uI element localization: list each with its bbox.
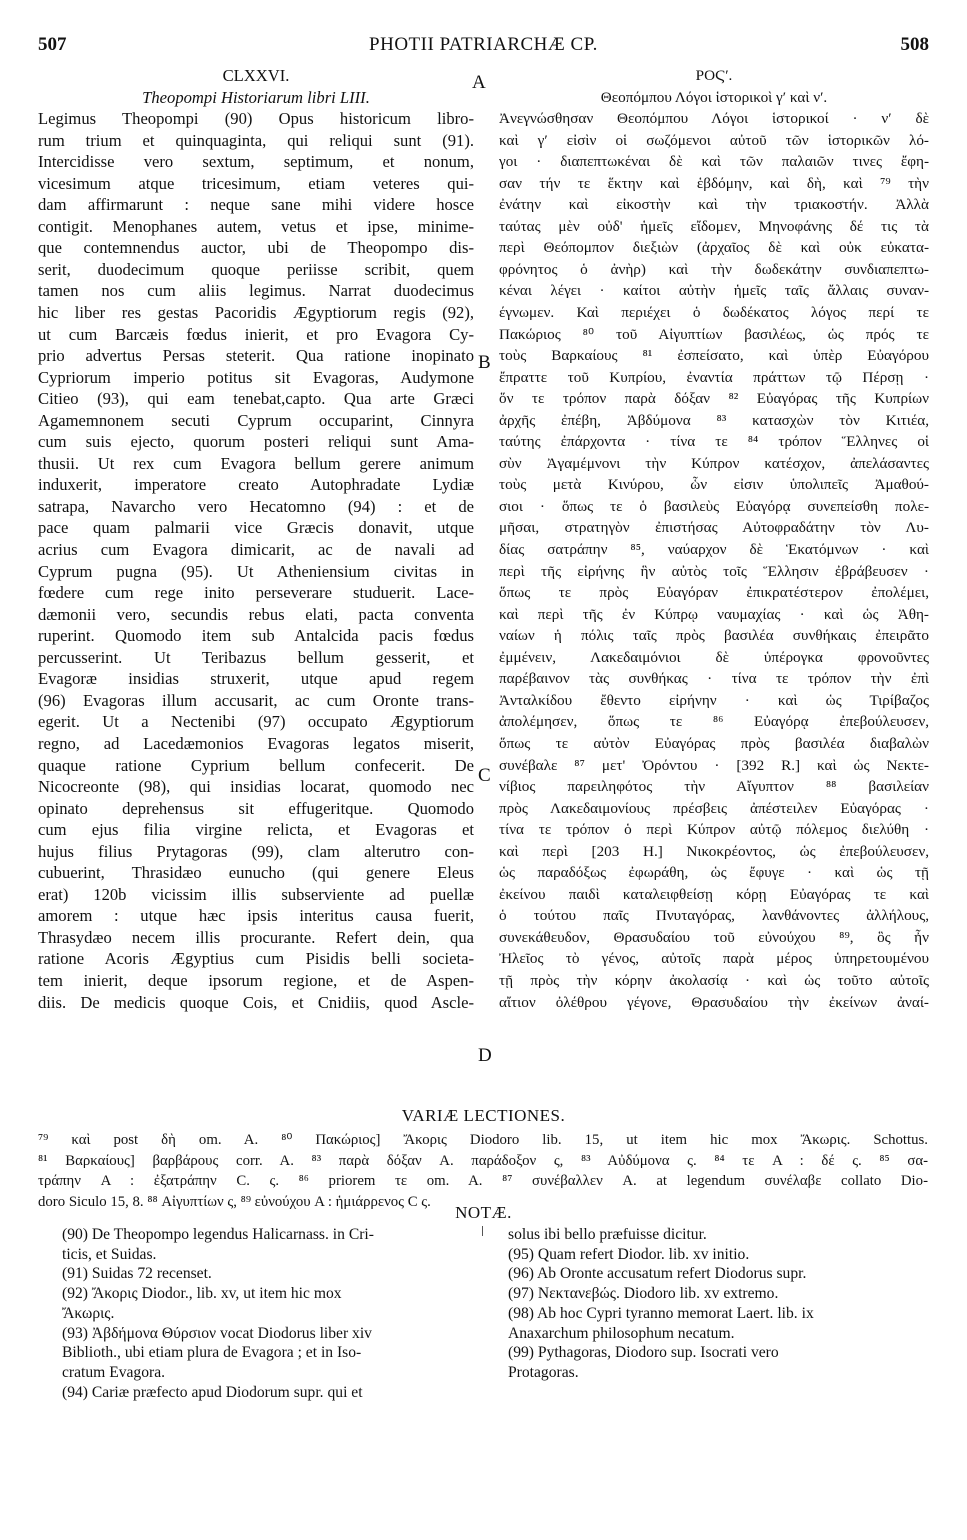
latin-line: thusii. Ut rex cum Evagora bellum gerere animum (38, 453, 474, 473)
latin-line: prio advertus Persas steterit. Qua ratione inopinato (38, 346, 474, 366)
latin-line: Nicocreonte (98), qui insidias locarat, quomodo nec (38, 777, 474, 797)
greek-line: σαν τήν τε ἕκτην καὶ ἑβδόμην, καὶ δὴ, καὶ ⁷⁹ τὴν (499, 174, 929, 192)
variant-reading-line: τράπην A : ἐξατράπην C. ς. ⁸⁶ priorem τε om. A. ⁸⁷ συνέβαλλεν A. at legendum συνέλαβε collato Dio- (38, 1173, 928, 1189)
greek-line: καὶ περὶ τῆς ἐν Κύπρῳ ναυμαχίας · καὶ ὡς Ἀθη- (499, 605, 929, 623)
greek-line: Ἀνεγνώσθησαν Θεοπόμπου Λόγοι ἱστορικοί · νʹ δὲ (499, 110, 929, 128)
codex-number-latin: CLXXVI. (222, 66, 290, 85)
greek-line: ταύτης ἐπάρχοντα · τίνα τε ⁸⁴ τρόπον Ἕλληνες οἱ (499, 433, 929, 451)
work-subtitle-greek: Θεοπόμπου Λόγοι ἱστορικοὶ γʹ καὶ νʹ. (600, 88, 828, 106)
latin-line: Thrasydæo necem illis procurante. Refert dein, qua (38, 927, 474, 947)
greek-line: περὶ Θεόπομπον διεξιὼν (ἀρχαῖος δὲ καὶ οὐκ εὐκατα- (499, 239, 929, 257)
variant-reading-line: ⁷⁹ καὶ post δὴ om. A. ⁸⁰ Πακώριος] Ἄκορις Diodoro lib. 15, ut item hic mox Ἄκωρις. Schottus. (38, 1132, 928, 1148)
margin-marker-a: A (472, 72, 486, 93)
greek-line: ὅπως τε πρὸς Εὐαγόραν ἐπικρατέστερον ἐπολέμει, (499, 584, 929, 602)
greek-line: ὅν τε τρόπον παρὰ δόξαν ⁸² Εὐαγόρας τῆς Κυπρίων (499, 390, 929, 408)
latin-line: erat) 120b vicissim illis subserviente ad puellæ (38, 884, 474, 904)
latin-line: tem inierit, deque ipsorum regione, et de Aspen- (38, 970, 474, 990)
greek-line: ἐκείνου παιδὶ καταλειφθείσῃ κόρῃ Εὐαγόρας τε καὶ (499, 885, 929, 903)
running-header (38, 34, 929, 58)
latin-line: fœdere cum rege inito perseverare studuerit. Lace- (38, 583, 474, 603)
variant-reading-line: ⁸¹ Βαρκαίους] βαρβάρους corr. A. ⁸³ παρὰ δόξαν A. παράδοξον ς, ⁸³ Αὐδύμονα ς. ⁸⁴ τε A : δέ ς. ⁸⁵ σα- (38, 1152, 928, 1169)
greek-line: ἐμμένειν, Λακεδαιμόνιοι δὲ ὑπέρογκα φρονοῦντες (499, 648, 929, 666)
greek-line: τοὺς Βαρκαίους ⁸¹ ἐσπείσατο, καὶ ὑπὲρ Εὐαγόρου (499, 347, 929, 365)
note-line: (90) De Theopompo legendus Halicarnass. in Cri- (62, 1226, 374, 1243)
page-title: PHOTII PATRIARCHÆ CP. (369, 34, 598, 55)
greek-column (499, 65, 929, 1013)
greek-line: τοὺς μετὰ Κινύρου, ὧν εἰσιν ὑπολιπεῖς Ἀμαθού- (499, 476, 929, 494)
latin-line: tamen nos cum aliis legimus. Narrat duodecimus (38, 281, 474, 301)
greek-line: τίνα τε τρόπον ὁ περὶ Κύπρον αὐτῷ πόλεμος διελύθη · (499, 821, 929, 839)
latin-line: diis. De medicis quoque Cois, et Cnidiis, quod Ascle- (38, 992, 474, 1012)
note-line: (97) Νεκτανεβώς. Diodoro lib. xv extremo. (508, 1285, 779, 1303)
latin-line: serit, duodecimum quoque periisse scribit, quem (38, 259, 474, 279)
notes-right-column (508, 1225, 930, 1383)
latin-line: percusserint. Ut Teribazus bellum gesserit, et (38, 647, 474, 667)
greek-line: κέναι λέγει · καίτοι αὐτὴν ἡμεῖς ταῖς ἄλλαις συναν- (499, 282, 929, 300)
greek-line: πρὸς Λακεδαιμονίους πρέσβεις ἀπέστειλεν Εὐαγόρας · (499, 799, 929, 817)
notes-divider (482, 1226, 483, 1236)
note-line: (99) Pythagoras, Diodoro sup. Isocrati vero (508, 1344, 779, 1362)
note-line: (96) Ab Oronte accusatum refert Diodorus supr. (508, 1265, 807, 1283)
latin-text (38, 108, 474, 1013)
greek-line: δίας σατράπην ⁸⁵, ναύαρχον δὲ Ἑκατόμνων · καὶ (499, 541, 929, 559)
latin-line: acrius cum Evagora dimicarit, ac de navali ad (38, 540, 474, 560)
latin-line: Intercidisse vero sextum, septimum, et nonum, (38, 152, 474, 172)
note-line: (98) Ab hoc Cypri tyranno memorat Laert. lib. ix (508, 1304, 814, 1322)
variae-lectiones-text (38, 1130, 928, 1212)
latin-line: Legimus Theopompi (90) Opus historicum libro- (38, 109, 474, 129)
latin-line: cum ejus filia virgine relicta, et Evagoras et (38, 820, 474, 840)
note-line: cratum Evagora. (62, 1363, 166, 1381)
latin-line: quaque ratione Cyprium bellum confecerit. De (38, 755, 474, 775)
greek-text (499, 108, 929, 1013)
note-line: (91) Suidas 72 recenset. (62, 1265, 212, 1283)
greek-line: γοι · διαπεπτωκέναι δὲ καὶ τῶν παλαιῶν τινες ἔφη- (499, 153, 929, 171)
note-line: Ἄκωρις. (62, 1304, 115, 1322)
greek-line: φρόνητος ὁ ἀνὴρ) καὶ τὴν δωδεκάτην συνδιαπεπτω- (499, 260, 929, 278)
note-line: solus ibi bello præfuisse dicitur. (508, 1226, 707, 1243)
greek-line: σὺν Ἀγαμέμνονι τὴν Κύπρον κατέσχον, ἀπελάσαντες (499, 454, 929, 472)
greek-line: συνέβαλε ⁸⁷ μετ' Ὀρόντου · [392 R.] καὶ ὡς Νεκτε- (499, 756, 929, 774)
latin-line: hic liber res gestas Pacoridis Ægyptiorum regis (92), (38, 303, 474, 323)
latin-line: egerit. Ut a Nectenibi (97) occupato Ægyptiorum (38, 712, 474, 732)
latin-line: opinato deprehensus sit effugeritque. Quomodo (38, 798, 474, 818)
variae-lectiones-heading: VARIÆ LECTIONES. (401, 1106, 566, 1125)
latin-line: contigit. Menophanes autem, vetus et ipse, minime- (38, 216, 474, 236)
latin-line: cum suis ejecto, quorum posteri reliqui sunt Ama- (38, 432, 474, 452)
greek-line: καὶ περὶ [203 H.] Νικοκρέοντος, ὡς ἐπεβούλευσεν, (499, 842, 929, 860)
margin-marker-b: B (478, 352, 491, 373)
latin-line: vicesimum atque tricesimum, etiam veteres qui- (38, 173, 474, 193)
greek-line: ἐνάτην καὶ εἰκοστὴν καὶ τὴν τριακοστήν. Ἀλλὰ (499, 196, 929, 214)
latin-line: induxerit, imperatore creato Autophradate Lydiæ (38, 475, 474, 495)
greek-line: ἔπραττε τοῦ Κυπρίου, ἐναντία πράττων τῷ Πέρσῃ · (499, 368, 929, 386)
note-line: (95) Quam refert Diodor. lib. xv initio. (508, 1245, 750, 1263)
latin-line: Agamemnonem secuti Cyprum occuparint, Cinnyra (38, 410, 474, 430)
note-line: (92) Ἄκορις Diodor., lib. xv, ut item hic mox (62, 1285, 342, 1303)
greek-line: Ἠλεῖος τὸ γένος, αὐτοῖς παρὰ μέρος ὑπηρετουμένου (499, 950, 929, 968)
greek-line: νίβιος παρειληφότος τὴν Αἴγυπτον ⁸⁸ βασιλείαν (499, 778, 929, 796)
latin-line: Cypriorum imperio potitus sit Evagoras, Audymone (38, 367, 474, 387)
note-line: Anaxarchum philosophum necatum. (508, 1324, 735, 1342)
note-line: Biblioth., ubi etiam plura de Evagora ; et in Iso- (62, 1344, 362, 1362)
note-line: (94) Cariæ præfecto apud Diodorum supr. qui et (62, 1383, 363, 1401)
greek-line: αἴτιον ὀλέθρου γέγονε, Θρασυδαίου τὴν ἐκείνων ἀναί- (499, 993, 929, 1011)
latin-line: Evagoræ insidias struxerit, utque apud regem (38, 669, 474, 689)
work-subtitle-latin: Theopompi Historiarum libri LIII. (142, 87, 370, 107)
latin-line: rum trium et quinquaginta, qui reliqui sunt (91). (38, 130, 474, 150)
variant-reading-line: doro Siculo 15, 8. ⁸⁸ Αἰγυπτίων ς, ⁸⁹ εὐνούχου A : ἡμιάρρενος C ς. (38, 1193, 431, 1210)
notae-heading: NOTÆ. (455, 1203, 512, 1222)
greek-line: ναίων ἡ πόλις ταῖς πρὸς βασιλέα συνθήκαις ἐπειρᾶτο (499, 627, 929, 645)
margin-marker-c: C (478, 765, 491, 786)
greek-line: έγνωμεν. Καὶ περιέχει ὁ δωδέκατος λόγος περί τε (499, 304, 929, 322)
latin-line: pace quam palmarii vice Græcis donavit, utque (38, 518, 474, 538)
greek-line: ὡς παραδόξως ἐφωράθη, ὡς ἔφυγε · καὶ ὡς τῇ (499, 864, 929, 882)
greek-line: τῇ πρὸς τὴν κόρην ἀκολασίᾳ · καὶ ὡς τοῦτο αὐτοῖς (499, 971, 929, 989)
page-number-left: 507 (38, 34, 67, 55)
latin-line: regno, ad Lacedæmonios Evagoras legatos miserit, (38, 733, 474, 753)
greek-line: παρέβαινον τὰς συνθήκας · τίνα τε τρόπον τὴν ἐπὶ (499, 670, 929, 688)
notes-left-column (62, 1225, 478, 1402)
greek-line: Πακώριος ⁸⁰ τοῦ Αἰγυπτίων βασιλέως, ὡς πρός τε (499, 325, 929, 343)
latin-line: ratione Acoris Ægyptius cum Pisidis belli societa- (38, 949, 474, 969)
latin-line: ut cum Barcæis fœdus inierit, et pro Evagora Cy- (38, 324, 474, 344)
greek-line: ἀρχῆς ἐπέβη, Ἀβδύμονα ⁸³ κατασχὼν τὸν Κιτιέα, (499, 411, 929, 429)
latin-line: Cyprum pugna (95). Ut Atheniensium civitas in (38, 561, 474, 581)
note-line: ticis, et Suidas. (62, 1245, 157, 1263)
latin-line: Citieo (93), qui eam tenebat,capto. Qua arte Græci (38, 389, 474, 409)
latin-line: cubuerint, Thrasidæo eunucho (qui genere Eleus (38, 863, 474, 883)
greek-line: Ἀνταλκίδου ἔθεντο εἰρήνην · καὶ ὡς Τιρίβαζος (499, 691, 929, 709)
greek-line: σιοι · ὅπως τε ὁ βασιλεὺς Εὐαγόρᾳ συνεπείσθη πολε- (499, 497, 929, 515)
latin-line: ruperint. Quomodo item sub Antalcida pacis fœdus (38, 626, 474, 646)
note-line: Protagoras. (508, 1363, 579, 1381)
latin-line: que contemnendus auctor, ubi de Theopompo dis- (38, 238, 474, 258)
latin-line: dam affirmarunt : neque sane mihi videre hosce (38, 195, 474, 215)
greek-line: ἀπολέμησεν, ὅπως τε ⁸⁶ Εὐαγόρᾳ ἐπεβούλευσεν, (499, 713, 929, 731)
greek-line: ὅπως τε αὐτὸν Εὐαγόρας πρὸς βασιλέα διαβαλὼν (499, 734, 929, 752)
page-number-right: 508 (900, 34, 929, 55)
latin-line: hujus filius Prytagoras (99), clam alterutro con- (38, 841, 474, 861)
codex-number-greek: ΡΟϚʹ. (695, 67, 733, 84)
latin-line: (96) Evagoras illum accusarit, ac cum Oronte trans- (38, 690, 474, 710)
latin-line: satrapa, Navarcho vero Hecatomno (94) : et de (38, 496, 474, 516)
greek-line: ὁ τούτου παῖς Πνυταγόρας, λανθάνοντες ἀλλήλους, (499, 907, 929, 925)
greek-line: καὶ γʹ εἰσὶν οἱ σωζόμενοι αὐτοῦ τῶν ἱστορικῶν λό- (499, 131, 929, 149)
latin-column (38, 65, 474, 1013)
note-line: (93) Ἀβδήμονα Θύρσιον vocat Diodorus liber xiv (62, 1324, 372, 1342)
greek-line: μῆσαι, στρατηγὸν ἐπιστήσας Αὐτοφραδάτην τὸν Λυ- (499, 519, 929, 537)
greek-line: ταύτας μὲν οὐδ' ἡμεῖς εἴδομεν, Μηνοφάνης δέ τις τὰ (499, 217, 929, 235)
latin-line: dæmonii vero, secundis rebus elati, pacta conventa (38, 604, 474, 624)
latin-line: amorem : utque hæc ipsis interitus causa fuerit, (38, 906, 474, 926)
margin-marker-d: D (478, 1045, 492, 1066)
greek-line: περὶ τῆς εἰρήνης ἣν αὐτὸς τοῖς Ἕλλησιν ἐβράβευσεν · (499, 562, 929, 580)
greek-line: συνεκάθευδον, Θρασυδαίου τοῦ εὐνούχου ⁸⁹, ὃς ἦν (499, 928, 929, 946)
